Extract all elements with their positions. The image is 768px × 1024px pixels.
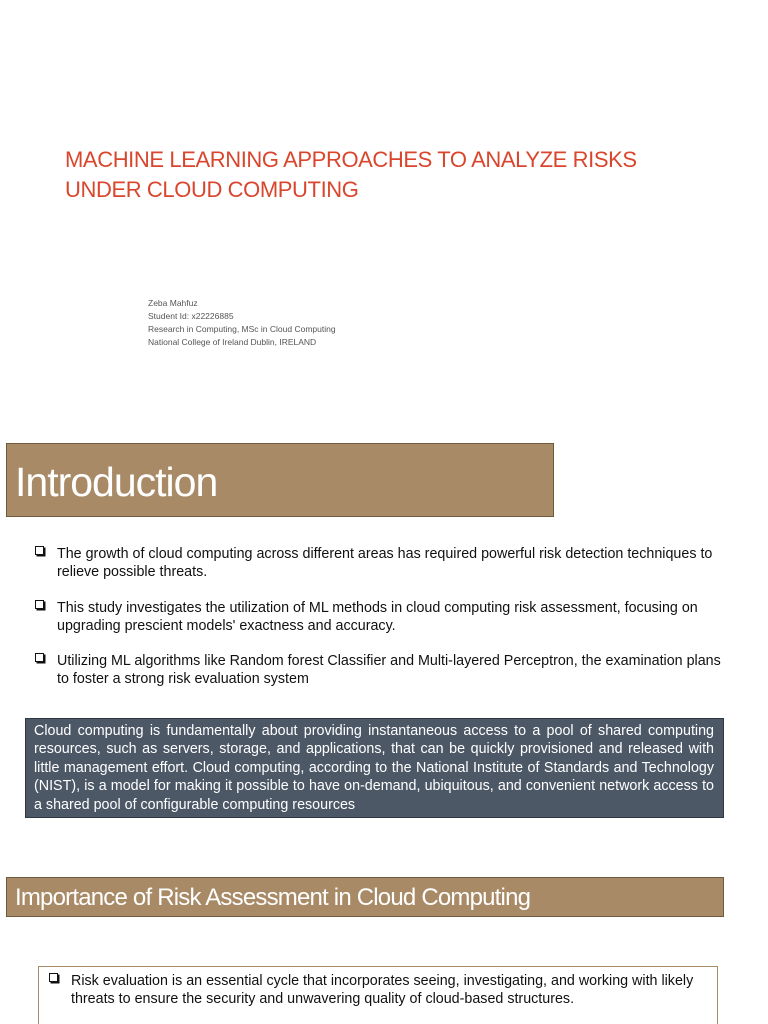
institution-name: National College of Ireland Dublin, IRELAND <box>148 337 317 347</box>
risk-assessment-header <box>6 877 724 917</box>
square-bullet-icon <box>35 546 44 555</box>
program-name: Research in Computing, MSc in Cloud Computing <box>148 324 336 334</box>
square-bullet-icon <box>49 973 58 982</box>
list-item <box>34 545 724 581</box>
square-bullet-icon <box>35 600 44 609</box>
square-bullet-icon <box>35 653 44 662</box>
risk-assessment-heading: Importance of Risk Assessment in Cloud Computing <box>15 884 531 911</box>
student-id: Student Id: x22226885 <box>148 311 234 321</box>
author-name: Zeba Mahfuz <box>148 298 198 308</box>
bullet-text: This study investigates the utilization of ML methods in cloud computing risk assessment, focusing on upgrading prescient models' exactness and accuracy. <box>57 599 698 634</box>
risk-assessment-box <box>38 966 718 1024</box>
author-info <box>148 297 336 349</box>
list-item <box>48 972 707 1008</box>
introduction-bullet-list <box>34 545 724 706</box>
poster-title <box>65 145 725 205</box>
title-line-1: MACHINE LEARNING APPROACHES TO ANALYZE RISKS <box>65 147 637 172</box>
list-item <box>34 599 724 635</box>
introduction-heading: Introduction <box>15 459 218 505</box>
cloud-computing-definition-box <box>25 718 724 818</box>
introduction-header <box>6 443 554 517</box>
bullet-text: The growth of cloud computing across different areas has required powerful risk detection techniques to relieve possible threats. <box>57 546 713 580</box>
definition-text: Cloud computing is fundamentally about providing instantaneous access to a pool of shared computing resources, such as servers, storage, and applications, that can be quickly provisioned and released with little management effort. Cloud computing, according to the National Institute of Standards and Technology (NIST), is a model for making it possible to have on-demand, ubiquitous, and convenient network access to a shared pool of configurable computing resources <box>34 723 714 813</box>
bullet-text: Utilizing ML algorithms like Random forest Classifier and Multi-layered Perceptron, the examination plans to foster a strong risk evaluation system <box>57 653 721 687</box>
bullet-text: Risk evaluation is an essential cycle that incorporates seeing, investigating, and working with likely threats to ensure the security and unwavering quality of cloud-based structures. <box>71 973 694 1007</box>
title-line-2: UNDER CLOUD COMPUTING <box>65 177 359 202</box>
list-item <box>34 652 724 688</box>
